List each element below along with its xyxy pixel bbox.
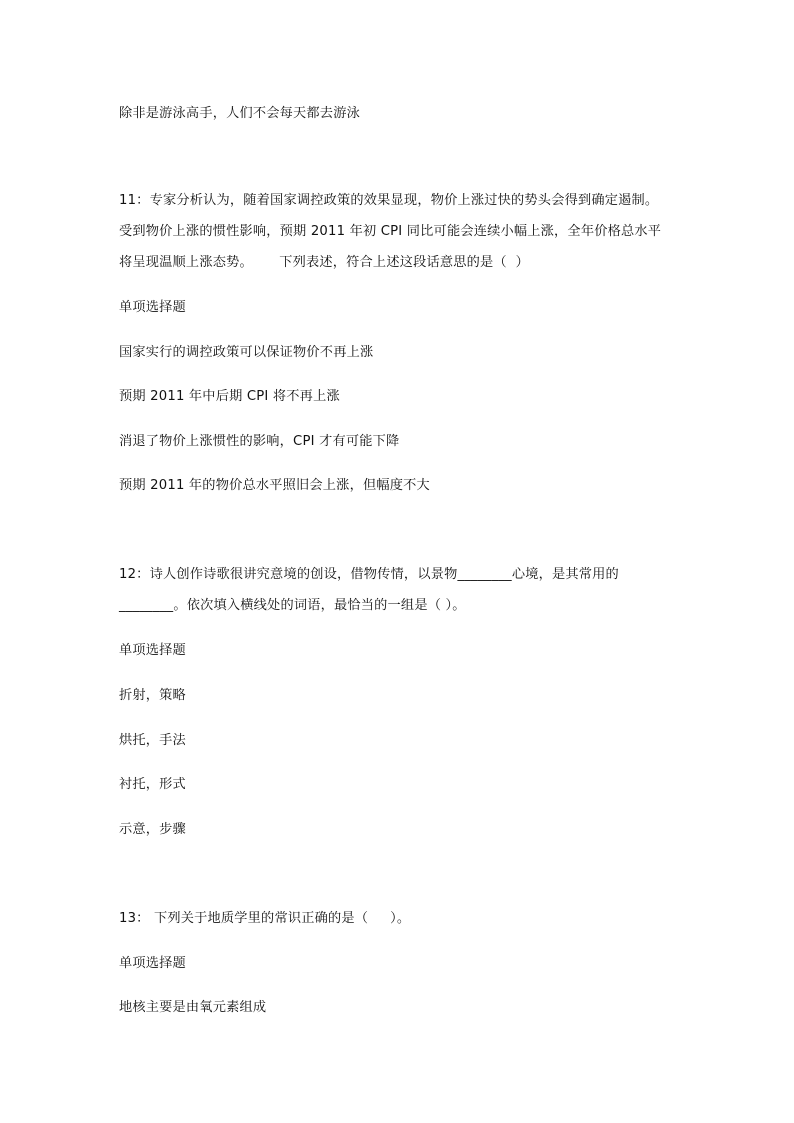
- question-13-line-1: 13： 下列关于地质学里的常识正确的是（ ）。: [119, 911, 411, 926]
- question-12-line-2: ________。依次填入横线处的词语，最恰当的一组是（ ）。: [119, 598, 466, 613]
- question-12-type: 单项选择题: [119, 643, 186, 658]
- question-11-option-2: 预期 2011 年中后期 CPI 将不再上涨: [119, 389, 340, 404]
- question-11-type: 单项选择题: [119, 300, 186, 315]
- question-11-option-1: 国家实行的调控政策可以保证物价不再上涨: [119, 345, 374, 360]
- question-11-line-2: 受到物价上涨的惯性影响，预期 2011 年初 CPI 同比可能会连续小幅上涨，全年价格总水平: [119, 224, 662, 239]
- intro-text: 除非是游泳高手，人们不会每天都去游泳: [119, 106, 360, 121]
- question-11-line-1: 11：专家分析认为，随着国家调控政策的效果显现，物价上涨过快的势头会得到确定遏制。: [119, 193, 659, 208]
- question-11-option-3: 消退了物价上涨惯性的影响，CPI 才有可能下降: [119, 434, 400, 449]
- question-13-option-1: 地核主要是由氧元素组成: [119, 1000, 267, 1015]
- question-11-option-4: 预期 2011 年的物价总水平照旧会上涨，但幅度不大: [119, 478, 430, 493]
- question-12-option-3: 衬托，形式: [119, 777, 186, 792]
- question-12-line-1: 12：诗人创作诗歌很讲究意境的创设，借物传情，以景物________心境，是其常用的: [119, 567, 619, 582]
- question-12-option-4: 示意，步骤: [119, 822, 186, 837]
- question-13-type: 单项选择题: [119, 956, 186, 971]
- question-12-option-1: 折射，策略: [119, 688, 186, 703]
- question-11-line-3: 将呈现温顺上涨态势。 下列表述，符合上述这段话意思的是（ ）: [119, 255, 529, 270]
- question-12-option-2: 烘托，手法: [119, 733, 186, 748]
